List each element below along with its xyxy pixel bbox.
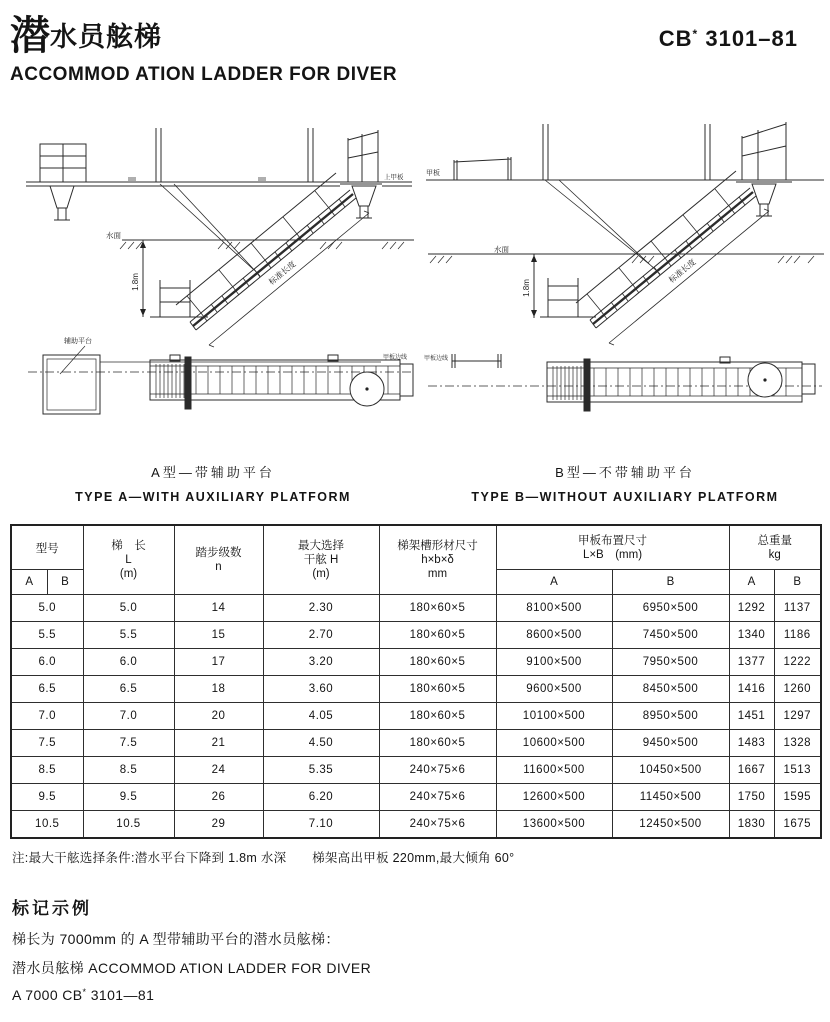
table-row xyxy=(11,757,821,784)
table-row xyxy=(11,676,821,703)
table-cell: 240×75×6 xyxy=(379,757,496,784)
table-cell: 9.5 xyxy=(11,784,83,811)
table-cell: 4.50 xyxy=(263,730,379,757)
table-cell: 12450×500 xyxy=(612,811,729,839)
standard-asterisk: * xyxy=(692,27,699,41)
marking-line2: 潜水员舷梯 ACCOMMOD ATION LADDER FOR DIVER xyxy=(12,960,372,976)
figures-section xyxy=(10,112,822,504)
table-cell: 6.20 xyxy=(263,784,379,811)
table-cell: 21 xyxy=(174,730,263,757)
table-cell: 1340 xyxy=(729,622,774,649)
table-cell: 180×60×5 xyxy=(379,595,496,622)
col-channel-line1: 梯架槽形材尺寸 xyxy=(397,540,478,552)
caption-type-b xyxy=(422,462,828,504)
col-weight-a: A xyxy=(729,570,774,595)
table-cell: 5.35 xyxy=(263,757,379,784)
table-cell: 8.5 xyxy=(11,757,83,784)
col-model: 型号 xyxy=(11,525,83,570)
table-cell: 8950×500 xyxy=(612,703,729,730)
table-cell: 1667 xyxy=(729,757,774,784)
figure-type-b xyxy=(422,112,828,504)
plan-view-a xyxy=(28,346,413,414)
col-freeboard-line3: (m) xyxy=(312,568,330,580)
table-cell: 1830 xyxy=(729,811,774,839)
page-title-en: ACCOMMOD ATION LADDER FOR DIVER xyxy=(10,64,398,85)
table-cell: 180×60×5 xyxy=(379,676,496,703)
title-cn-rest: 水员舷梯 xyxy=(50,22,162,52)
table-cell: 1297 xyxy=(774,703,821,730)
table-cell: 3.20 xyxy=(263,649,379,676)
table-cell: 7.0 xyxy=(11,703,83,730)
table-cell: 1222 xyxy=(774,649,821,676)
table-cell: 18 xyxy=(174,676,263,703)
elevation-view-b xyxy=(426,122,824,345)
table-cell: 1595 xyxy=(774,784,821,811)
col-length xyxy=(83,525,174,595)
table-row xyxy=(11,649,821,676)
table-cell: 1292 xyxy=(729,595,774,622)
table-cell: 6.5 xyxy=(11,676,83,703)
col-weight-line2: kg xyxy=(768,548,781,561)
label-water-surface-a: 水面 xyxy=(106,231,121,240)
caption-en-b: TYPE B—WITHOUT AUXILIARY PLATFORM xyxy=(471,490,779,504)
table-cell: 29 xyxy=(174,811,263,839)
table-cell: 240×75×6 xyxy=(379,811,496,839)
table-cell: 8.5 xyxy=(83,757,174,784)
standard-number xyxy=(659,26,798,56)
label-depth-b: 1.8m xyxy=(522,279,531,297)
drawing-type-b xyxy=(422,112,828,442)
marking-line3 xyxy=(12,987,822,1003)
table-cell: 1416 xyxy=(729,676,774,703)
col-steps xyxy=(174,525,263,595)
col-weight xyxy=(729,525,821,570)
label-water-surface-b: 水面 xyxy=(494,245,509,254)
caption-cn-b: B型—不带辅助平台 xyxy=(555,465,695,480)
spec-table xyxy=(10,524,822,839)
table-cell: 9.5 xyxy=(83,784,174,811)
document-header xyxy=(10,16,822,86)
marking-line1: 梯长为 7000mm 的 A 型带辅助平台的潜水员舷梯： xyxy=(12,931,340,947)
table-cell: 6.0 xyxy=(83,649,174,676)
col-deck-line1: 甲板布置尺寸 xyxy=(578,534,647,547)
marking-section xyxy=(12,894,822,1003)
table-row xyxy=(11,730,821,757)
page-title xyxy=(10,16,162,56)
table-cell: 6.0 xyxy=(11,649,83,676)
standard-digits: 3101–81 xyxy=(705,26,798,51)
table-cell: 20 xyxy=(174,703,263,730)
table-cell: 24 xyxy=(174,757,263,784)
table-cell: 1483 xyxy=(729,730,774,757)
table-cell: 7.5 xyxy=(11,730,83,757)
table-cell: 240×75×6 xyxy=(379,784,496,811)
table-cell: 2.30 xyxy=(263,595,379,622)
table-cell: 5.0 xyxy=(11,595,83,622)
table-cell: 2.70 xyxy=(263,622,379,649)
table-row xyxy=(11,784,821,811)
table-cell: 10.5 xyxy=(83,811,174,839)
plan-labels-a xyxy=(64,336,407,361)
table-cell: 3.60 xyxy=(263,676,379,703)
col-length-line1: 梯 长 xyxy=(111,540,146,552)
table-cell: 1377 xyxy=(729,649,774,676)
table-cell: 180×60×5 xyxy=(379,649,496,676)
table-row xyxy=(11,622,821,649)
table-cell: 7.0 xyxy=(83,703,174,730)
table-cell: 17 xyxy=(174,649,263,676)
table-cell: 7950×500 xyxy=(612,649,729,676)
table-cell: 10450×500 xyxy=(612,757,729,784)
label-upper-deck: 上甲板 xyxy=(384,174,404,181)
caption-type-a xyxy=(10,462,416,504)
drawing-type-a xyxy=(10,112,416,442)
col-freeboard-line2: 干舷 H xyxy=(303,554,339,566)
col-weight-b: B xyxy=(774,570,821,595)
col-deck-line2: L×B (mm) xyxy=(582,548,643,561)
table-cell: 10600×500 xyxy=(496,730,612,757)
col-freeboard-line1: 最大选择 xyxy=(298,540,344,552)
title-cn-first: 潜 xyxy=(10,14,50,58)
table-cell: 15 xyxy=(174,622,263,649)
label-aux-platform: 辅助平台 xyxy=(64,338,92,345)
col-length-line3: (m) xyxy=(119,568,138,580)
table-cell: 14 xyxy=(174,595,263,622)
col-model-b: B xyxy=(47,570,83,595)
table-cell: 6950×500 xyxy=(612,595,729,622)
caption-cn-a: A型—带辅助平台 xyxy=(151,465,275,480)
spec-table-body xyxy=(11,595,821,839)
table-cell: 4.05 xyxy=(263,703,379,730)
table-cell: 180×60×5 xyxy=(379,622,496,649)
table-cell: 6.5 xyxy=(83,676,174,703)
marking-line3-suffix: 3101—81 xyxy=(90,987,155,1003)
table-cell: 180×60×5 xyxy=(379,703,496,730)
table-cell: 1513 xyxy=(774,757,821,784)
elevation-view-a xyxy=(26,128,414,347)
table-cell: 1186 xyxy=(774,622,821,649)
marking-line3-asterisk: * xyxy=(82,987,87,997)
table-cell: 1328 xyxy=(774,730,821,757)
table-cell: 10100×500 xyxy=(496,703,612,730)
col-deck-a: A xyxy=(496,570,612,595)
plan-view-b xyxy=(428,354,822,411)
table-cell: 7.5 xyxy=(83,730,174,757)
table-cell: 13600×500 xyxy=(496,811,612,839)
col-model-a: A xyxy=(11,570,47,595)
spec-table-head xyxy=(11,525,821,595)
col-weight-line1: 总重量 xyxy=(757,534,792,547)
table-cell: 8600×500 xyxy=(496,622,612,649)
table-cell: 8100×500 xyxy=(496,595,612,622)
table-cell: 5.5 xyxy=(11,622,83,649)
caption-en-a: TYPE A—WITH AUXILIARY PLATFORM xyxy=(75,490,351,504)
table-cell: 5.5 xyxy=(83,622,174,649)
table-cell: 9100×500 xyxy=(496,649,612,676)
table-cell: 7.10 xyxy=(263,811,379,839)
table-note: 注:最大干舷选择条件:潜水平台下降到 1.8m 水深 梯架高出甲板 220mm,最大倾角 60° xyxy=(12,851,515,865)
col-freeboard xyxy=(263,525,379,595)
marking-line3-prefix: A 7000 CB xyxy=(12,987,83,1003)
table-cell: 1750 xyxy=(729,784,774,811)
table-cell: 1137 xyxy=(774,595,821,622)
plan-labels-b xyxy=(424,354,448,362)
standard-prefix: CB xyxy=(658,26,693,51)
label-depth-a: 1.8m xyxy=(131,273,140,291)
table-row xyxy=(11,811,821,839)
table-cell: 11600×500 xyxy=(496,757,612,784)
col-steps-line2: n xyxy=(215,561,222,573)
table-cell: 9450×500 xyxy=(612,730,729,757)
table-cell: 1675 xyxy=(774,811,821,839)
table-cell: 180×60×5 xyxy=(379,730,496,757)
col-steps-line1: 踏步级数 xyxy=(195,547,242,559)
col-channel xyxy=(379,525,496,595)
label-standard-length-a: 标准长度 xyxy=(267,259,298,287)
figure-type-a xyxy=(10,112,416,504)
label-deck: 甲板 xyxy=(426,170,440,177)
label-deck-edge-b: 甲板边线 xyxy=(424,356,449,362)
table-row xyxy=(11,595,821,622)
col-deck-b: B xyxy=(612,570,729,595)
table-cell: 8450×500 xyxy=(612,676,729,703)
table-cell: 11450×500 xyxy=(612,784,729,811)
col-channel-line3: mm xyxy=(427,568,448,580)
table-cell: 9600×500 xyxy=(496,676,612,703)
table-row xyxy=(11,703,821,730)
marking-heading: 标记示例 xyxy=(12,899,92,918)
elevation-labels-a xyxy=(106,172,404,291)
table-cell: 26 xyxy=(174,784,263,811)
table-cell: 1260 xyxy=(774,676,821,703)
table-cell: 7450×500 xyxy=(612,622,729,649)
table-cell: 1451 xyxy=(729,703,774,730)
col-length-line2: L xyxy=(125,554,132,566)
table-cell: 5.0 xyxy=(83,595,174,622)
table-cell: 10.5 xyxy=(11,811,83,839)
col-deck xyxy=(496,525,729,570)
col-channel-line2: h×b×δ xyxy=(421,554,454,566)
table-cell: 12600×500 xyxy=(496,784,612,811)
label-deck-edge-a: 甲板边线 xyxy=(383,355,408,361)
label-standard-length-b: 标准长度 xyxy=(667,257,698,285)
